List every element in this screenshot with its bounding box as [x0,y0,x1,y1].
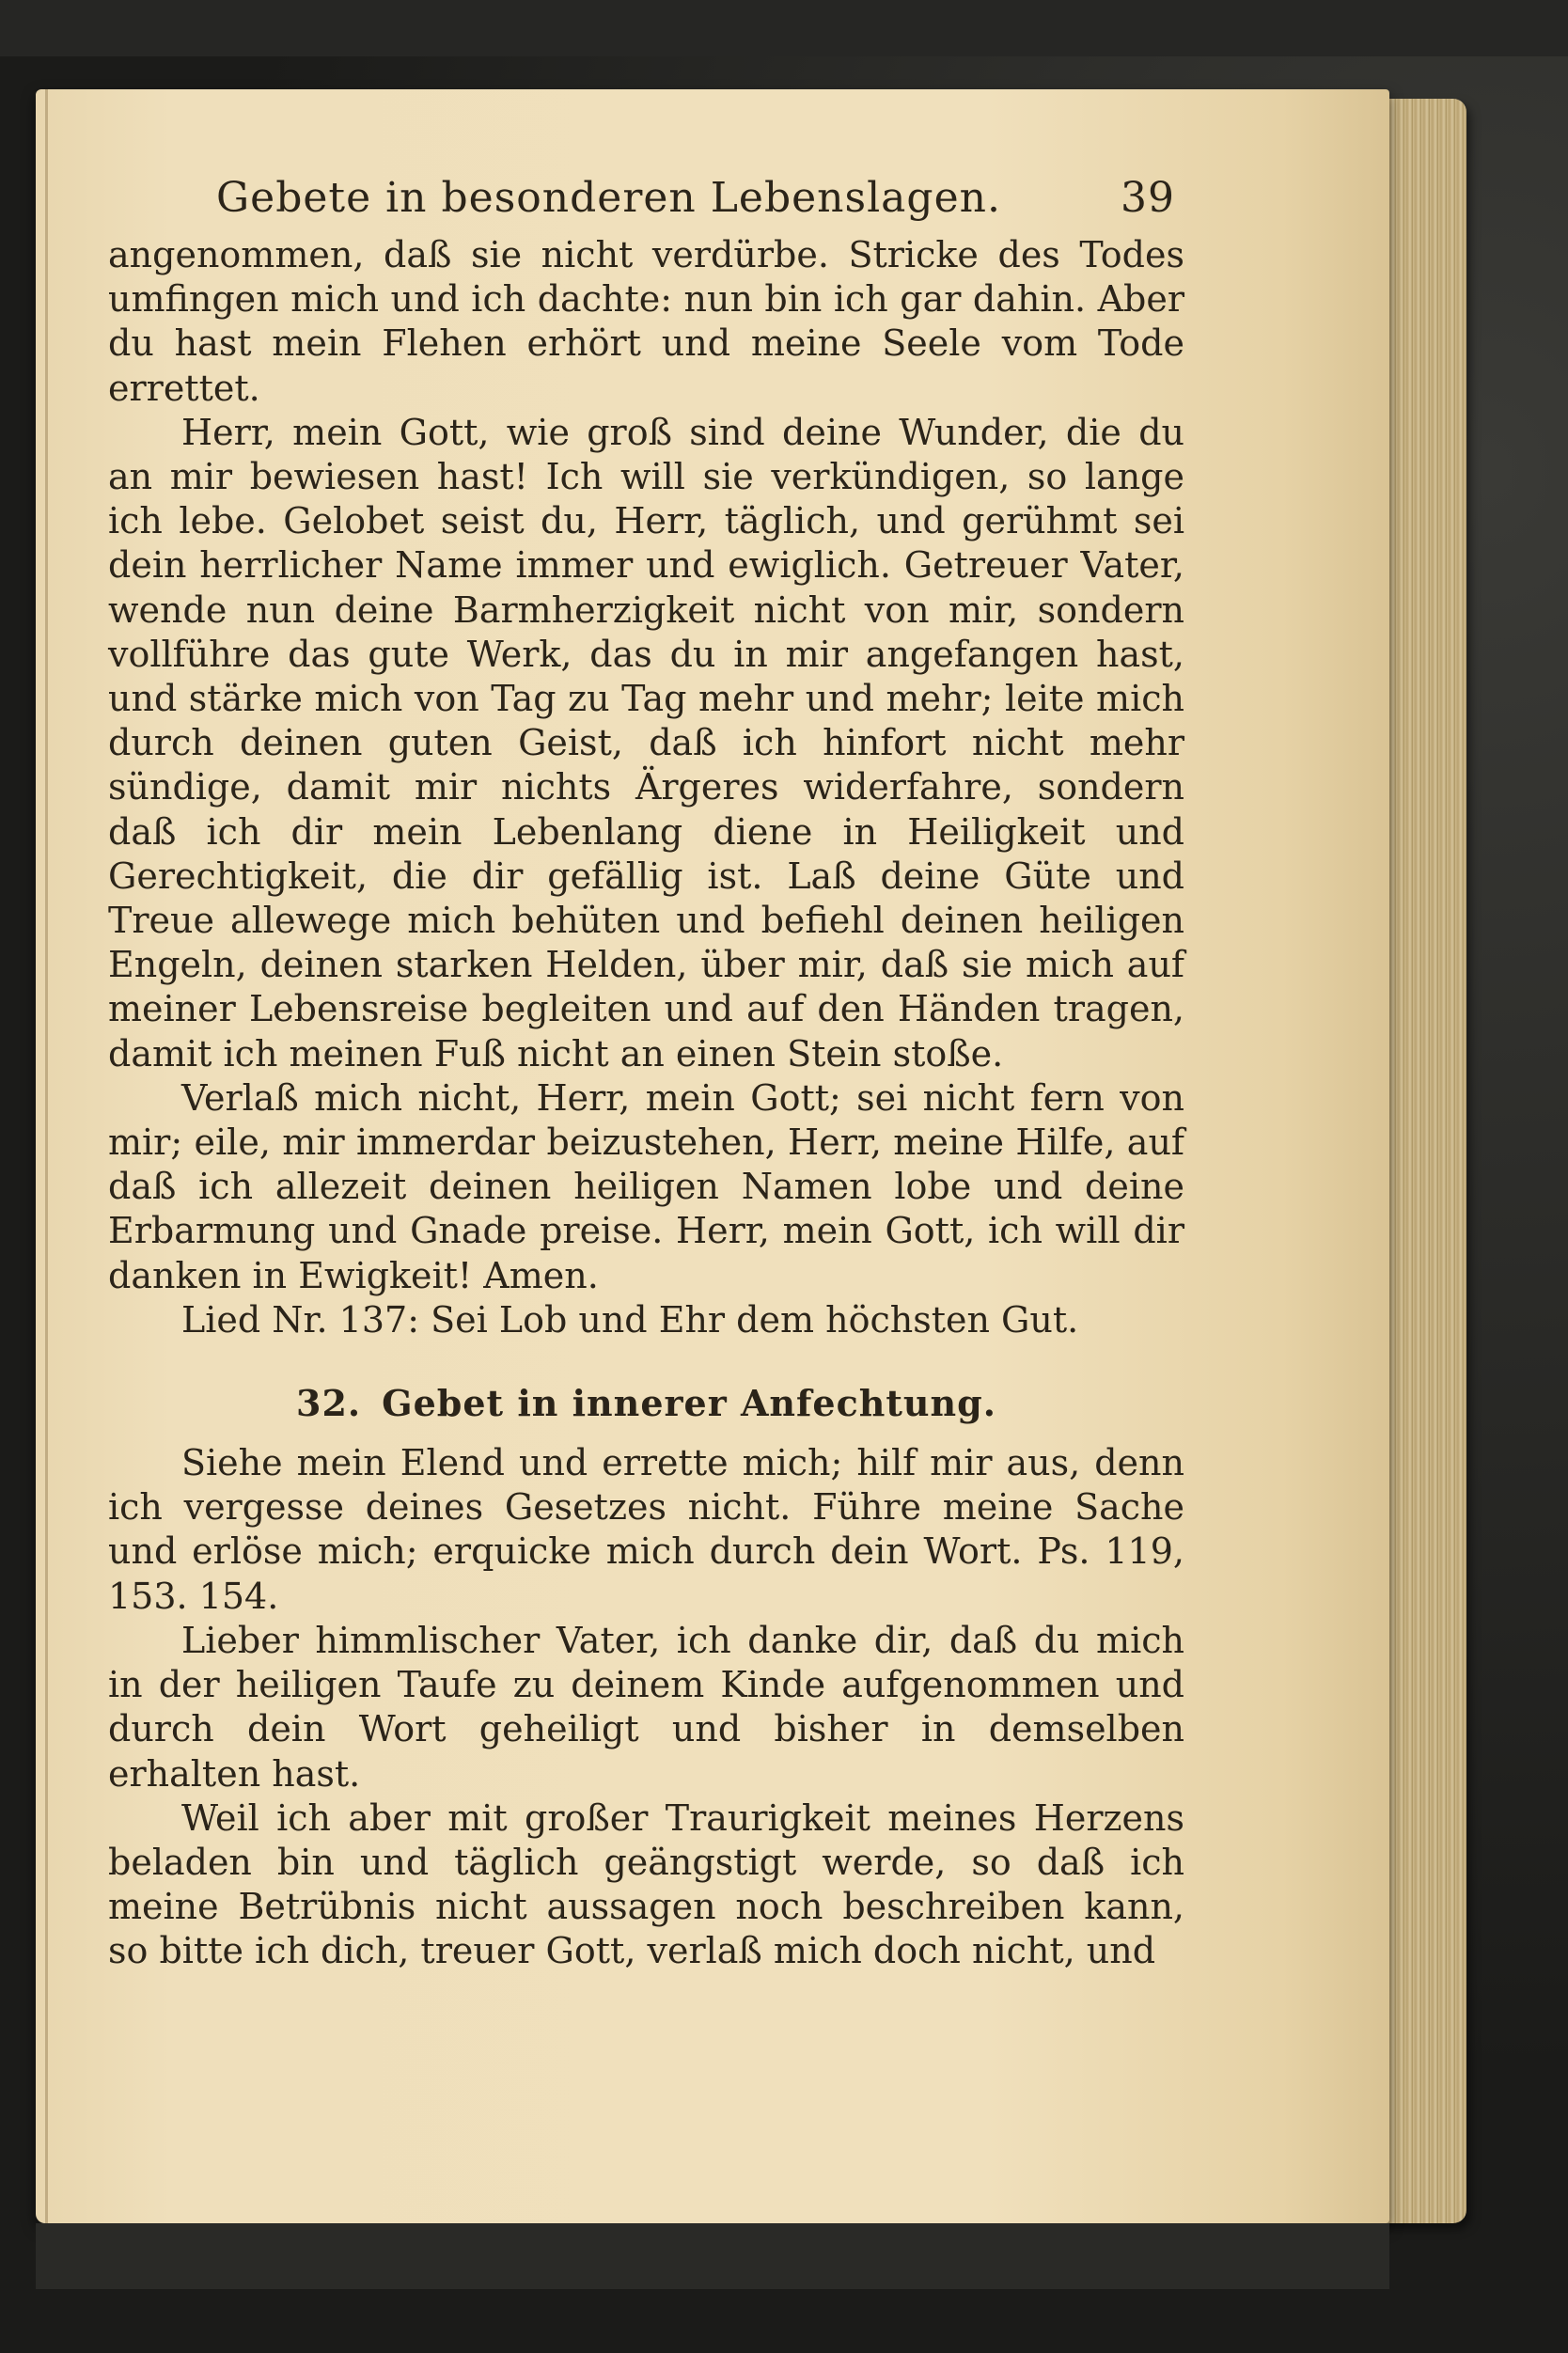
song-reference: Lied Nr. 137: Sei Lob und Ehr dem höchsten Gut. [181,1298,1079,1341]
body-text [108,233,1184,1974]
paragraph: Weil ich aber mit großer Traurigkeit meines Herzens beladen bin und täglich geängstigt werde, so daß ich meine Betrübnis nicht aussagen noch beschreiben kann, so bitte ich dich, treuer Gott, verlaß mich doch nicht, und [108,1796,1184,1972]
book-cover-bottom [36,2223,1389,2289]
section-heading [108,1382,1184,1424]
running-head-title: Gebete in besonderen Lebenslagen. [216,174,1001,222]
paragraph: Herr, mein Gott, wie groß sind deine Wunder, die du an mir bewiesen hast! Ich will sie verkündigen, so lange ich lebe. Gelobet seist du, Herr, täglich, und gerühmt sei dein herrlicher Name immer und ewiglich. Getreuer Vater, wende nun deine Barmherzigkeit nicht von mir, sondern vollführe das gute Werk, das du in mir angefangen hast, und stärke mich von Tag zu Tag mehr und mehr; leite mich durch deinen guten Geist, daß ich hinfort nicht mehr sündige, damit mir nichts Ärgeres widerfahre, sondern daß ich dir mein Lebenlang diene in Heiligkeit und Gerechtigkeit, die dir gefällig ist. Laß deine Güte und Treue allewege mich behüten und befiehl deinen heiligen Engeln, deinen starken Helden, über mir, daß sie mich auf meiner Lebensreise begleiten und auf den Händen tragen, damit ich meinen Fuß nicht an einen Stein stoße. [108,411,1184,1075]
section-title: Gebet in innerer Anfechtung. [382,1382,996,1425]
book-cover-top [0,0,1568,56]
paragraph: angenommen, daß sie nicht verdürbe. Stricke des Todes umfingen mich und ich dachte: nun bin ich gar dahin. Aber du hast mein Flehen erhört und meine Seele vom Tode errettet. [108,234,1184,409]
paragraph: Verlaß mich nicht, Herr, mein Gott; sei nicht fern von mir; eile, mir immerdar beizustehen, Herr, meine Hilfe, auf daß ich allezeit deinen heiligen Namen lobe und deine Erbarmung und Gnade preise. Herr, mein Gott, ich will dir danken in Ewigkeit! Amen. [108,1076,1184,1296]
paragraph: Lieber himmlischer Vater, ich danke dir, daß du mich in der heiligen Taufe zu deinem Kinde aufgenommen und durch dein Wort geheiligt und bisher in demselben erhalten hast. [108,1619,1184,1795]
page-number: 39 [1121,174,1175,222]
page-content [108,174,1184,1974]
running-head [216,174,1184,222]
section-number: 32. [296,1382,362,1425]
paragraph: Siehe mein Elend und errette mich; hilf mir aus, denn ich vergesse deines Gesetzes nicht. Führe meine Sache und erlöse mich; erquicke mich durch dein Wort. Ps. 119, 153. 154. [108,1442,1184,1617]
